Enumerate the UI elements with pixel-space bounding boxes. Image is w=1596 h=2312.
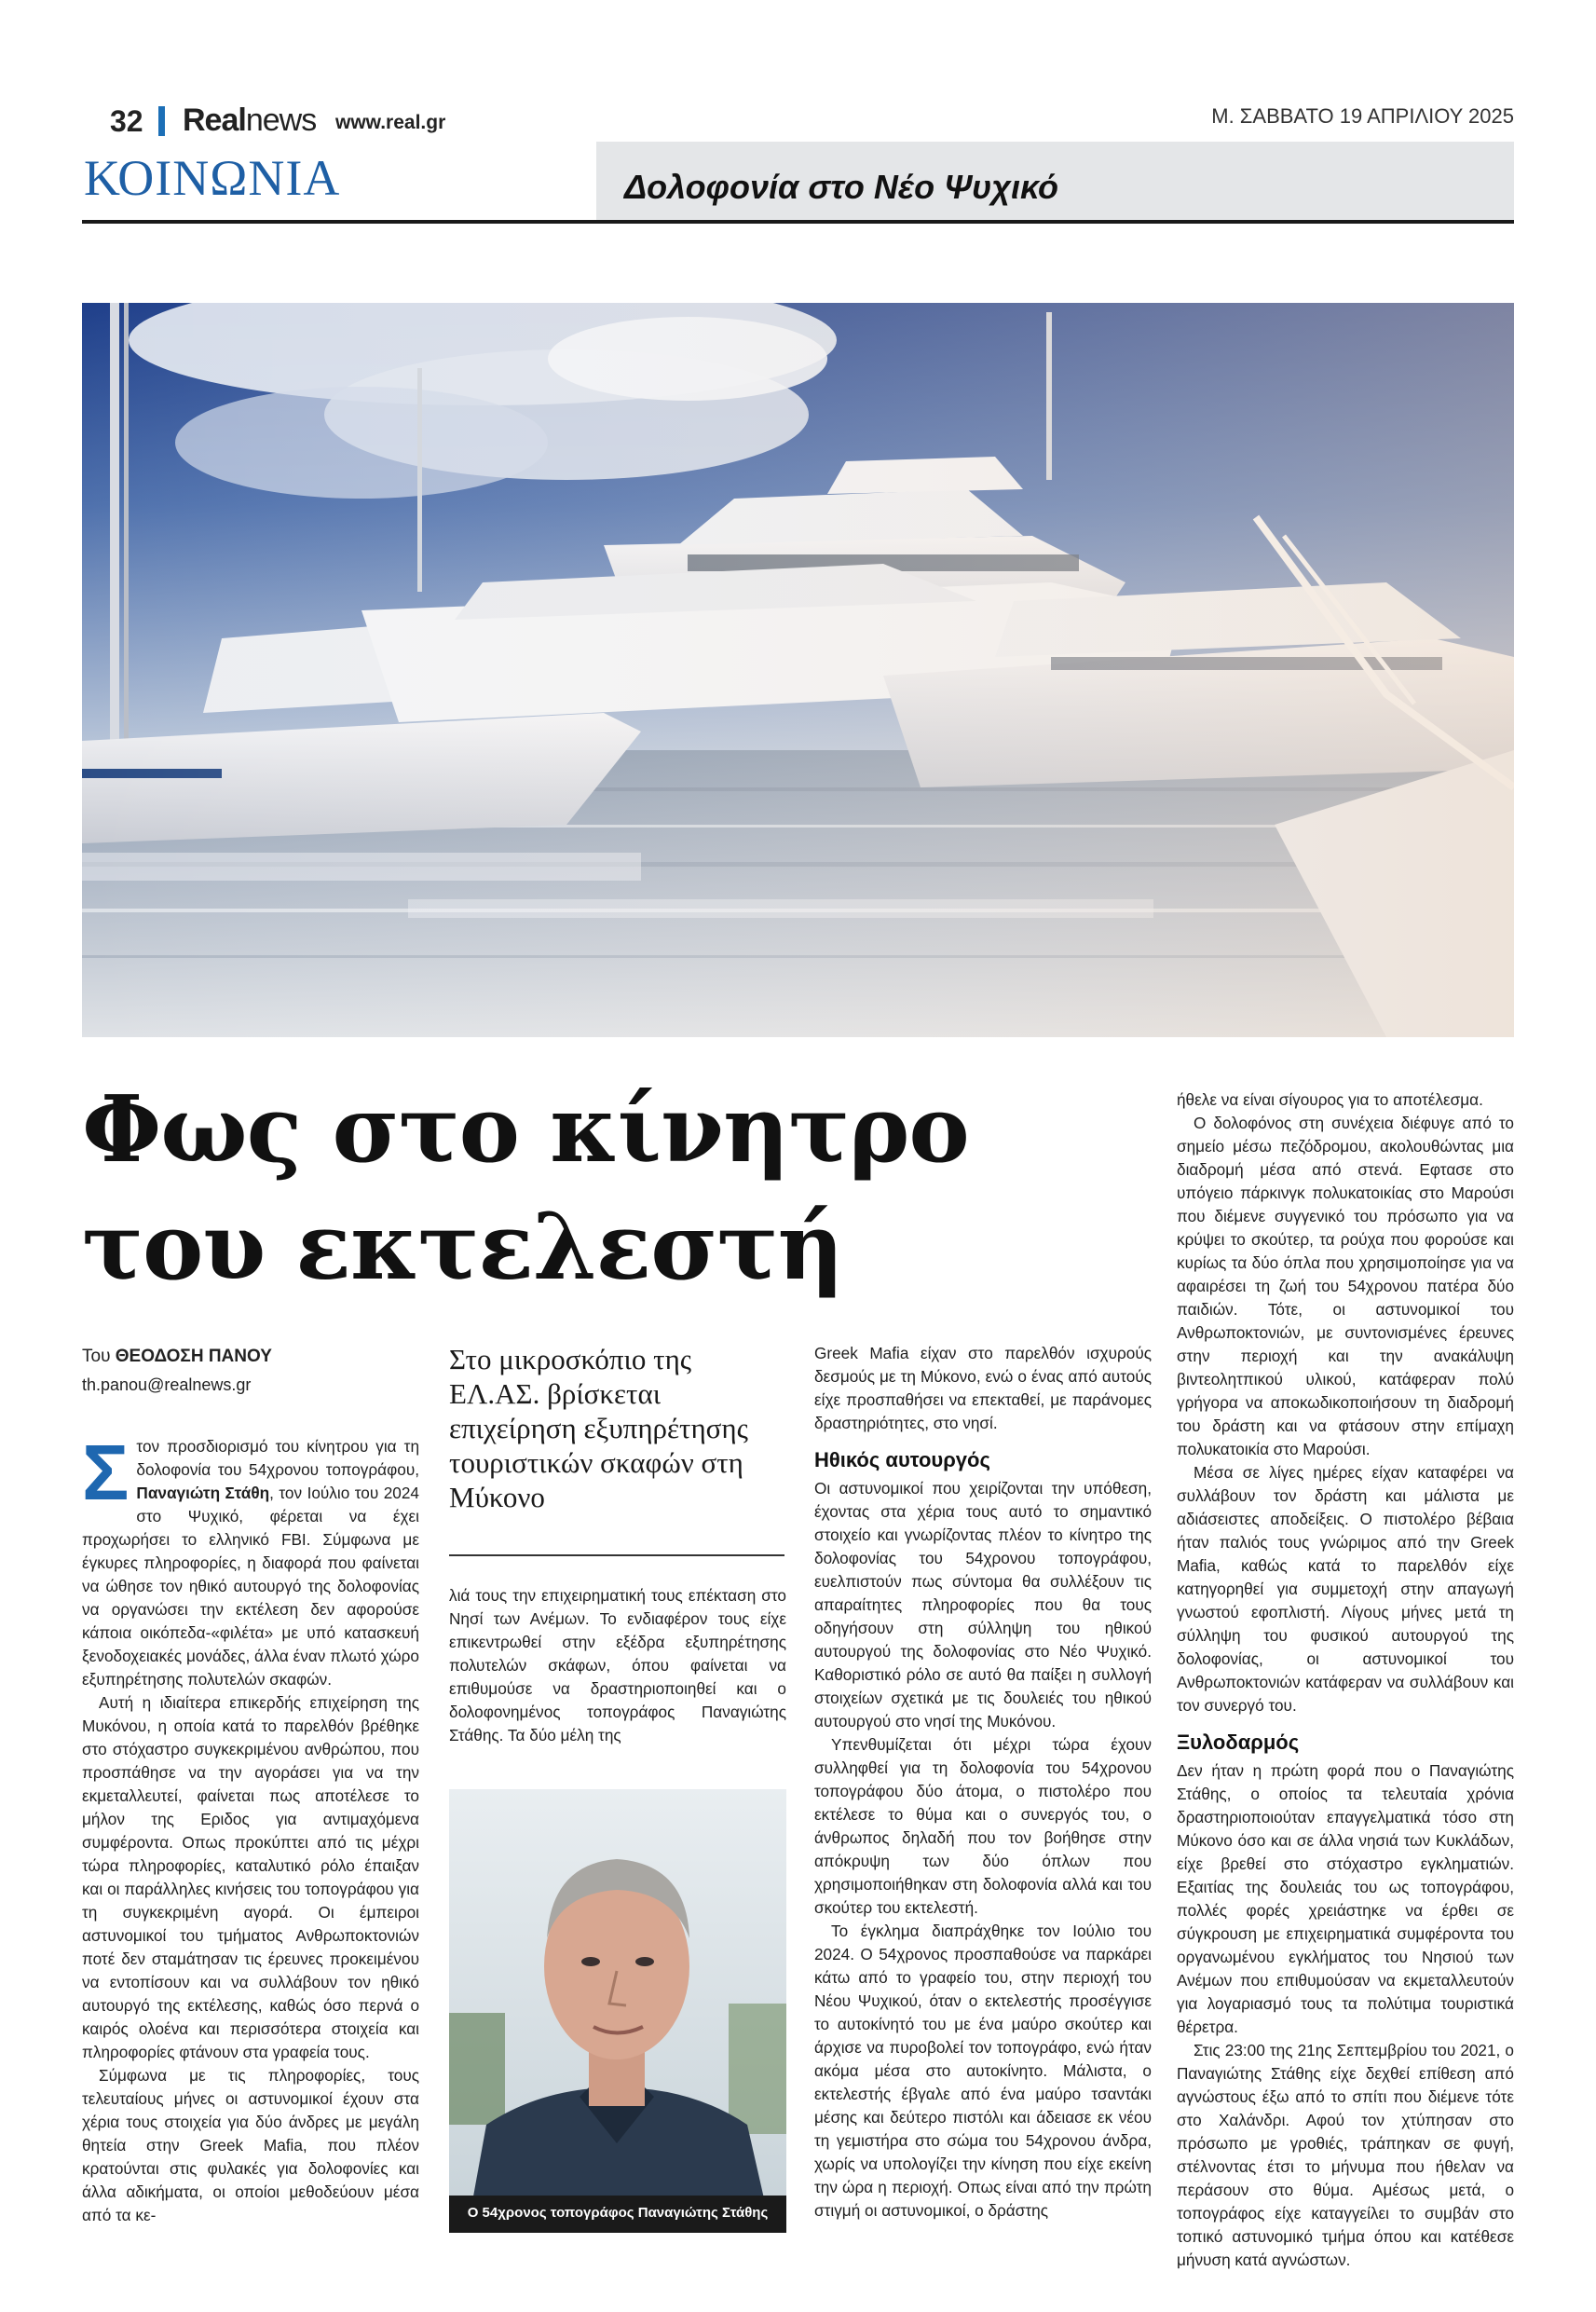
topic-title: Δολοφονία στο Νέο Ψυχικό — [624, 168, 1059, 206]
subheading-beating: Ξυλοδαρμός — [1177, 1731, 1300, 1754]
article-column-2 — [449, 1584, 786, 1747]
section-title: ΚΟΙΝΩΝΙΑ — [84, 150, 341, 206]
paragraph: Δεν ήταν η πρώτη φορά που ο Παναγιώτης Στάθης, ο οποίος τα τελευταία χρόνια δραστηριοποιούταν επαγγελματικά τόσο στη Μύκονο όσο και σε άλλα νησιά των Κυκλάδων, είχε βρεθεί στο στόχαστρο εγκληματιών. Εξαιτίας της δουλειάς του ως τοπογράφου, πολλές φορές χρειάστηκε να έρθει σε σύγκρουση με επιχειρηματικά συμφέροντα του οργανωμένου εγκλήματος του Νησιού των Ανέμων που επιθυμούσαν να εκμεταλλευτούν για λογαριασμό τους τα πολύτιμα τουριστικά θέρετρα. — [1177, 1761, 1514, 2036]
paragraph-text: , τον Ιούλιο του 2024 στο Ψυχικό, φέρεται να έχει προχωρήσει το ελληνικό FBI. Σύμφωνα με έγκυρες πληροφορίες, η διαφορά που φαίνεται να ώθησε τον ηθικό αυτουργό της δολοφονίας να οργανώσει την εκτέλεση δεν αφορούσε κάποια οικόπεδα-«φιλέτα» με υπό κατασκευή ξενοδοχειακές μονάδες, άλλα έναν πλωτό χώρο εξυπηρέτησης πολυτελών σκαφών. — [82, 1484, 419, 1689]
paragraph: Greek Mafia είχαν στο παρελθόν ισχυρούς δεσμούς με τη Μύκονο, ενώ ο ένας από αυτούς είχε προσπαθήσει να επεκταθεί, με παράνομες δραστηριότητες, στο νησί. — [814, 1344, 1152, 1432]
article-headline — [82, 1072, 1153, 1306]
brand-logo — [183, 103, 316, 139]
paragraph: Μέσα σε λίγες ημέρες είχαν καταφέρει να συλλάβουν τον δράστη και μάλιστα με αδιάσειστες αποδείξεις. Ο πιστολέρο βέβαια ήταν παλιός τους γνώριμος από την Greek Mafia, καθώς κατά το παρελθόν είχε κατηγορηθεί για συμμετοχή στην απαγωγή γνωστού εφοπλιστή. Λίγους μήνες μετά τη σύλληψη του φυσικού αυτουργού της δολοφονίας, οι αστυνομικοί του Ανθρωποκτονιών κατάφεραν να συλλάβουν και τον συνεργό του. — [1177, 1463, 1514, 1715]
marina-yachts-photo — [82, 303, 1514, 1037]
paragraph: Υπενθυμίζεται ότι μέχρι τώρα έχουν συλληφθεί για τη δολοφονία του 54χρονου τοπογράφου δύο άτομα, ο πιστολέρο που εκτέλεσε το θύμα και ο συνεργός του, ο άνθρωπος δηλαδή που τον βοήθησε στην απόκρυψη των δύο όπλων που χρησιμοποιήθηκαν στη δολοφονία αλλά και του σκούτερ του εκτελεστή. — [814, 1735, 1152, 1917]
header-accent-bar — [158, 106, 165, 136]
paragraph: Αυτή η ιδιαίτερα επικερδής επιχείρηση της Μυκόνου, η οποία κατά το παρελθόν βρέθηκε στο στόχαστρο συγκεκριμένου ανθρώπου, που προσπάθησε να την αγοράσει για να την εκμεταλλευτεί, φαίνεται πως αποτέλεσε το μήλον της Εριδος για αντιμαχόμενα συμφέροντα. Οπως προκύπτει από τις μέχρι τώρα πληροφορίες, καταλυτικό ρόλο έπαιξαν και οι παράλληλες κινήσεις του τοπογράφου για τη συγκεκριμένη αγορά. Οι έμπειροι αστυνομικοί του τμήματος Ανθρωποκτονιών ποτέ δεν σταμάτησαν τις έρευνες προκειμένου να εντοπίσουν και να συλλάβουν τον ηθικό αυτουργό της εκτέλεσης, καθώς όσο περνά ο καιρός ολοένα και περισσότερα στοιχεία και πληροφορίες φτάνουν στα γραφεία τους. — [82, 1693, 419, 2061]
header-rule — [82, 220, 1514, 224]
subheading-moral-instigator: Ηθικός αυτουργός — [814, 1448, 990, 1471]
paragraph — [82, 1429, 419, 1691]
article-column-3 — [814, 1342, 1152, 2223]
author-email[interactable]: th.panou@realnews.gr — [82, 1375, 252, 1394]
paragraph: Οι αστυνομικοί που χειρίζονται την υπόθεση, έχοντας στα χέρια τους αυτό το σημαντικό στοιχείο και γνωρίζοντας πλέον το κίνητρο της δολοφονίας του 54χρονου τοπογράφου, ευελπιστούν πως σύντομα θα συλλέξουν τις απαραίτητες πληροφορίες που θα τους οδηγήσουν στη σύλληψη του ηθικού αυτουργού της δολοφονίας στο Νέο Ψυχικό. Καθοριστικό ρόλο σε αυτό θα παίξει η συλλογή στοιχείων σχετικά με τις δουλειές του ηθικού αυτουργού στο νησί της Μυκόνου. — [814, 1479, 1152, 1731]
issue-date: Μ. ΣΑΒΒΑΤΟ 19 ΑΠΡΙΛΙΟΥ 2025 — [1211, 104, 1514, 128]
paragraph: Σύμφωνα με τις πληροφορίες, τους τελευταίους μήνες οι αστυνομικοί έχουν στα χέρια τους στοιχεία για δύο άνδρες με μεγάλη θητεία στην Greek Mafia, που πλέον κρατούνται στις φυλακές για δολοφονίες και άλλα αδικήματα, οι οποίοι μεθοδεύουν μέσα από τα κε- — [82, 2066, 419, 2224]
headline-line-1: Φως στο κίνητρο — [82, 1076, 969, 1183]
byline — [82, 1347, 272, 1367]
paragraph: Ο δολοφόνος στη συνέχεια διέφυγε από το σημείο μέσω πεζόδρομου, ακολουθώντας μια διαδρομή μέσα από στενά. Εφτασε στο υπόγειο πάρκινγκ πολυκατοικίας στο Μαρούσι που διέμενε συγγενικό του πρόσωπο για να κρύψει το σκούτερ, τα ρούχα που φορούσε και κυρίως τα δύο όπλα που χρησιμοποίησε για να αφαιρέσει τη ζωή του 54χρονου πατέρα δύο παιδιών. Τότε, οι αστυνομικοί του Ανθρωποκτονιών, με συντονισμένες έρευνες στην περιοχή και την ανακάλυψη βιντεολητπικού υλικού, κατάφεραν πολύ γρήγορα να αποκωδικοποιήσουν τη διαδρομή του δράστη και να φτάσουν στην επίμαχη πολυκατοικία στο Μαρούσι. — [1177, 1114, 1514, 1458]
paragraph: ήθελε να είναι σίγουρος για το αποτέλεσμα. — [1177, 1090, 1483, 1109]
paragraph: λιά τους την επιχειρηματική τους επέκταση στο Νησί των Ανέμων. Το ενδιαφέρον τους είχε επικεντρωθεί στην εξέδρα εξυπηρέτησης πολυτελών σκάφων, όπου φαίνεται να επιθυμούσε να δραστηριοποιηθεί και ο δολοφονημένος τοπογράφος Παναγιώτης Στάθης. Τα δύο μέλη της — [449, 1586, 786, 1744]
brand-bold: Real — [183, 103, 246, 138]
page-number: 32 — [110, 104, 143, 138]
byline-prefix: Του — [82, 1347, 111, 1366]
paragraph: Το έγκλημα διαπράχθηκε τον Ιούλιο του 2024. Ο 54χρονος προσπαθούσε να παρκάρει κάτω από το γραφείο του, στην περιοχή του Νέου Ψυχικού, όταν ο εκτελεστής προσέγγισε το αυτοκίνητό του με ένα μαύρο σκούτερ και άρχισε να πυροβολεί τον τοπογράφο, ενώ ήταν ακόμα μέσα στο αυτοκίνητο. Μάλιστα, ο εκτελεστής έβγαλε από ένα μαύρο τσαντάκι μέσης και δεύτερο πιστόλι και άδειασε εκ νέου τη γεμιστήρα στο σώμα του 54χρονου άνδρα, χωρίς να υπολογίζει την κίνηση που είχε εκείνη την ώρα η περιοχή. Οπως είναι από την πρώτη στιγμή οι αστυνομικοί, ο δράστης — [814, 1922, 1152, 2220]
byline-author: ΘΕΟΔΟΣΗ ΠΑΝΟΥ — [115, 1347, 272, 1366]
paragraph-text: τον προσδιορισμό του κίνητρου για τη δολοφονία του 54χρονου τοπογράφου, — [136, 1437, 419, 1479]
photo-caption: Ο 54χρονος τοπογράφος Παναγιώτης Στάθης — [467, 2205, 769, 2221]
article-column-4 — [1177, 1088, 1514, 2272]
brand-url: www.real.gr — [335, 112, 446, 133]
victim-name: Παναγιώτη Στάθη — [136, 1484, 270, 1502]
victim-portrait-photo — [449, 1789, 786, 2227]
headline-line-2: του εκτελεστή — [82, 1194, 843, 1301]
pull-quote-rule — [449, 1554, 784, 1556]
paragraph: Στις 23:00 της 21ης Σεπτεμβρίου του 2021, ο Παναγιώτης Στάθης είχε δεχθεί επίθεση από αγνώστους έξω από το σπίτι που διέμενε τότε στο Χαλάνδρι. Αφού τον χτύπησαν στο πρόσωπο με γροθιές, τράπηκαν σε φυγή, στέλνοντας έτσι το μήνυμα που ήθελαν να περάσουν στο θύμα. Αμέσως μετά, ο τοπογράφος είχε καταγγείλει το συμβάν στο τοπικό αστυνομικό τμήμα όπου και κατέθεσε μήνυση κατά αγνώστων. — [1177, 2041, 1514, 2269]
article-column-1 — [82, 1429, 419, 2227]
brand-light: news — [245, 103, 317, 138]
pull-quote: Στο μικροσκόπιο της ΕΛ.ΑΣ. βρίσκεται επιχείρηση εξυπηρέτησης τουριστικών σκαφών στη Μύκονο — [449, 1343, 748, 1513]
drop-cap: Σ — [82, 1429, 130, 1516]
